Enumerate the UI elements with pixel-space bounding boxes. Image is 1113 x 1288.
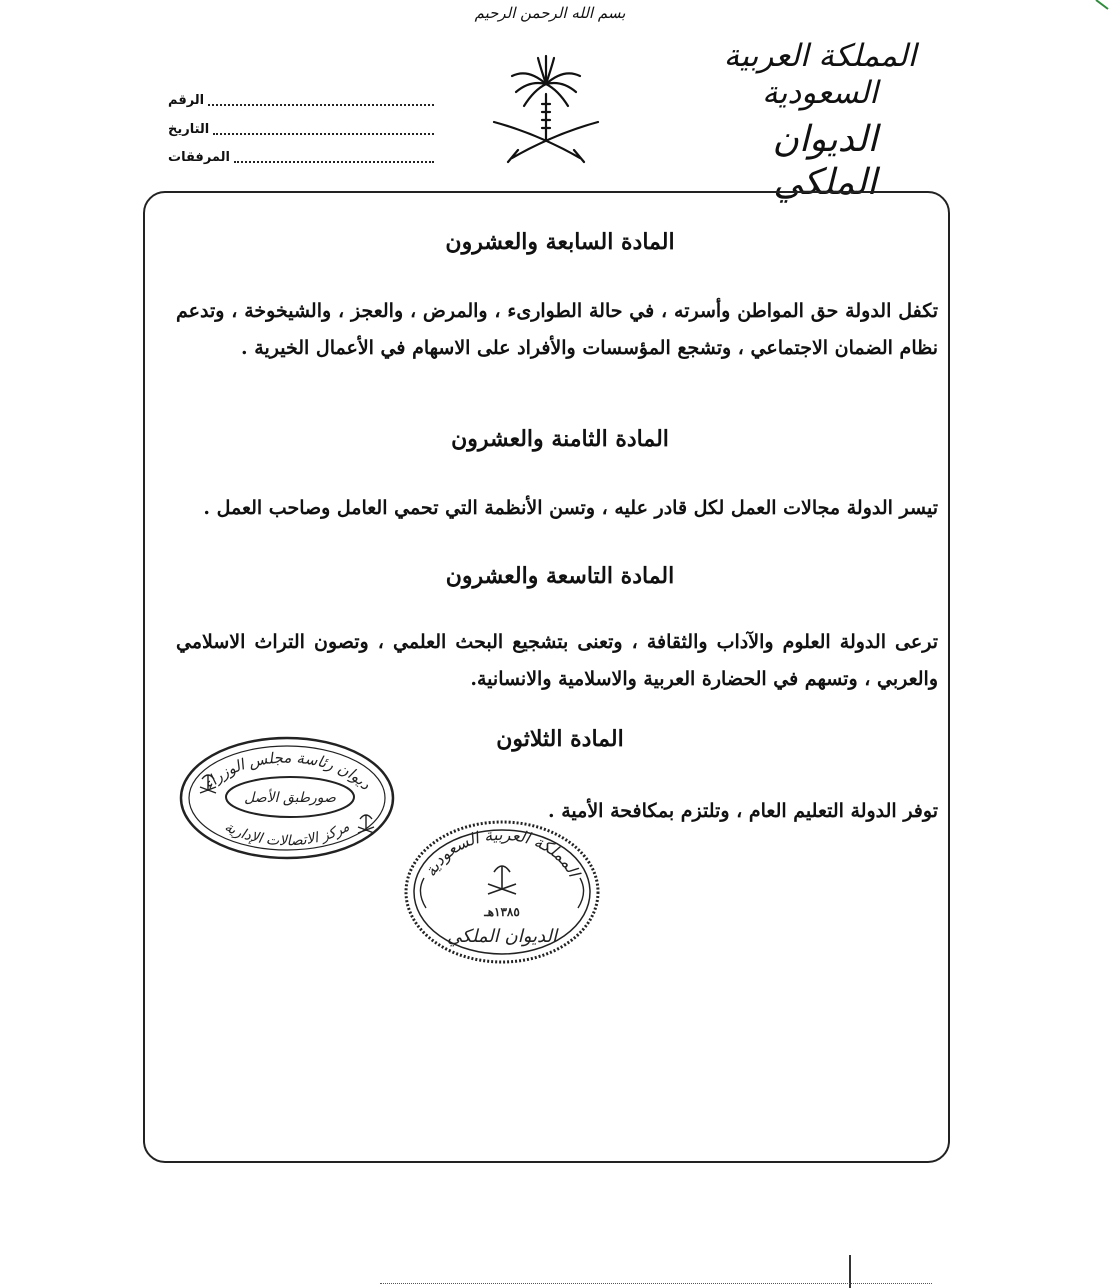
article-27-text: تكفل الدولة حق المواطن وأسرته ، في حالة الطوارىء ، والمرض ، والعجز ، والشيخوخة ، وتدعم نظام الضمان الاجتماعي ، وتشجع المؤسسات والأفراد على الاسهام في الأعمال الخيرية .	[176, 300, 938, 359]
stamp-left-outer-text: ديوان رئاسة مجلس الوزراء	[199, 748, 375, 794]
article-27-heading: المادة السابعة والعشرون	[445, 229, 675, 255]
attachments-dotted-line	[234, 151, 434, 163]
corner-mark	[1094, 0, 1110, 10]
date-dotted-line	[213, 123, 434, 135]
article-30-text: توفر الدولة التعليم العام ، وتلتزم بمكافحة الأمية .	[548, 800, 938, 822]
article-29-heading: المادة التاسعة والعشرون	[445, 563, 675, 589]
stamp-right-emblem-icon	[488, 866, 516, 894]
article-30-heading: المادة الثلاثون	[496, 726, 624, 752]
attachments-field	[168, 145, 438, 169]
bottom-dotted-line	[380, 1283, 932, 1284]
date-field	[168, 117, 438, 141]
article-29-text: ترعى الدولة العلوم والآداب والثقافة ، وتعنى بتشجيع البحث العلمي ، وتصون التراث الاسلامي والعربي ، وتسهم في الحضارة العربية والاسلامية والانسانية.	[176, 631, 938, 690]
basmala: بسم الله الرحمن الرحيم	[474, 4, 626, 22]
number-label: الرقم	[168, 92, 205, 108]
stamp-left-center-text: صورطبق الأصل	[244, 790, 336, 806]
royal-court-stamp	[402, 818, 602, 966]
palm-and-swords-emblem-icon	[488, 54, 604, 166]
kingdom-calligraphy: المملكة العربية السعودية	[723, 38, 917, 112]
number-field	[168, 88, 438, 112]
royal-court-calligraphy: الديوان الملكي	[772, 119, 878, 204]
stamp-right-outer-text: المملكة العربية السعودية	[420, 824, 584, 880]
stamp-right-bottom-text: الديوان الملكي	[447, 926, 557, 947]
article-28-text: تيسر الدولة مجالات العمل لكل قادر عليه ، وتسن الأنظمة التي تحمي العامل وصاحب العمل .	[203, 497, 938, 519]
date-label: التاريخ	[168, 121, 210, 137]
stamp-left-bottom-text: مركز الاتصالات الإدارية	[221, 818, 353, 850]
cabinet-presidency-stamp	[178, 735, 396, 861]
svg-text:ديوان رئاسة مجلس الوزراء	[200, 749, 375, 794]
stamp-right-year: ١٣٨٥هـ	[484, 905, 520, 919]
attachments-label: المرفقات	[168, 149, 230, 165]
article-28-heading: المادة الثامنة والعشرون	[451, 426, 669, 452]
number-dotted-line	[208, 94, 434, 106]
